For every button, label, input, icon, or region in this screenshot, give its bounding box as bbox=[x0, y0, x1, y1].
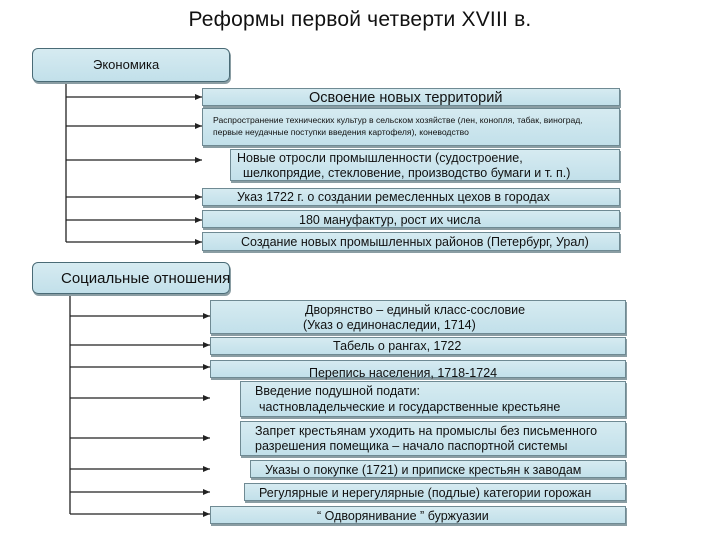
economy-item-new-industries bbox=[230, 149, 620, 181]
social-item-bourgeoisie bbox=[210, 506, 626, 524]
category-social-label: Социальные отношения bbox=[61, 270, 231, 287]
category-social bbox=[32, 262, 230, 294]
economy-item-label: Распространение технических культур в сельском хозяйстве (лен, конопля, табак, виноград, bbox=[213, 115, 583, 125]
social-item-factory-serfs bbox=[250, 460, 626, 478]
economy-item-new-territories bbox=[202, 88, 620, 106]
category-economy bbox=[32, 48, 230, 82]
social-item-table-of-ranks bbox=[210, 337, 626, 355]
social-item-label: Регулярные и нерегулярные (подлые) категории горожан bbox=[259, 486, 592, 500]
social-item-nobility bbox=[210, 300, 626, 334]
economy-item-label: Новые отросли промышленности (судостроение, bbox=[237, 151, 523, 165]
social-item-label: “ Одворянивание ” буржуазии bbox=[317, 509, 489, 523]
social-item-poll-tax bbox=[240, 381, 626, 417]
economy-item-label: шелкопрядие, стекловение, производство бумаги и т. п.) bbox=[243, 166, 571, 180]
economy-item-manufactories bbox=[202, 210, 620, 228]
social-item-label: Табель о рангах, 1722 bbox=[333, 339, 462, 353]
social-item-label: Перепись населения, 1718-1724 bbox=[309, 366, 498, 380]
social-item-label: Запрет крестьянам уходить на промыслы без письменного bbox=[255, 424, 598, 438]
social-item-townspeople bbox=[244, 483, 626, 501]
social-item-label: (Указ о единонаследии, 1714) bbox=[303, 318, 476, 332]
social-item-label: Указы о покупке (1721) и приписке крестьян к заводам bbox=[265, 463, 582, 477]
economy-item-label: первые неудачные поступки введения картофеля), коневодство bbox=[213, 127, 469, 137]
economy-item-label: Освоение новых территорий bbox=[309, 90, 503, 106]
social-item-passport-system bbox=[240, 421, 626, 456]
social-item-label: разрешения помещика – начало паспортной системы bbox=[255, 439, 568, 453]
economy-item-industrial-regions bbox=[202, 232, 620, 251]
page-title: Реформы первой четверти XVIII в. bbox=[188, 8, 532, 31]
social-item-label: Дворянство – единый класс-сословие bbox=[305, 303, 526, 317]
economy-item-technical-crops bbox=[202, 108, 620, 146]
social-item-census bbox=[210, 360, 626, 378]
social-item-label: частновладельческие и государственные крестьяне bbox=[259, 400, 561, 414]
economy-item-label: 180 мануфактур, рост их числа bbox=[299, 213, 481, 227]
category-economy-label: Экономика bbox=[93, 57, 160, 72]
economy-item-craft-guilds bbox=[202, 188, 620, 206]
economy-item-label: Создание новых промышленных районов (Петербург, Урал) bbox=[241, 235, 589, 249]
economy-item-label: Указ 1722 г. о создании ремесленных цехов в городах bbox=[237, 190, 550, 204]
social-item-label: Введение подушной подати: bbox=[255, 384, 420, 398]
